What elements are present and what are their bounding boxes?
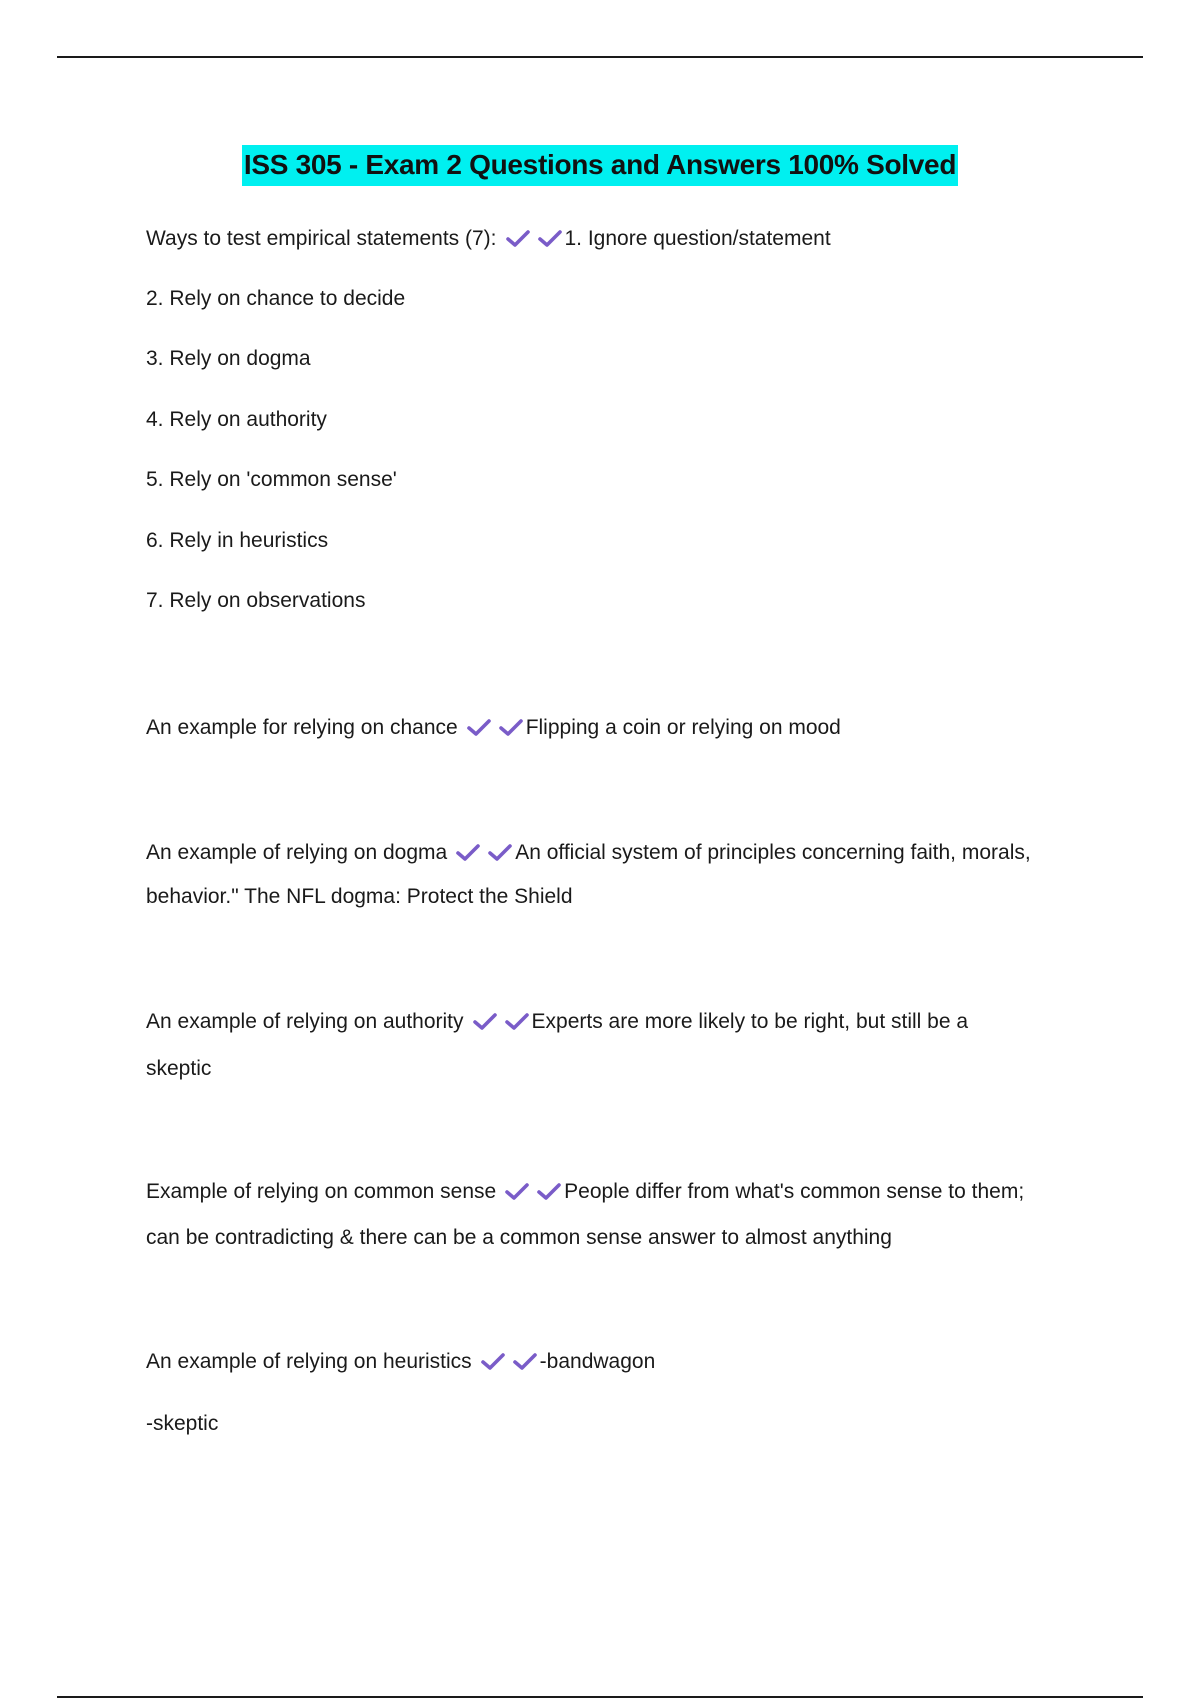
answer-line: skeptic <box>146 1057 212 1080</box>
checkmark-icon <box>480 1351 506 1371</box>
double-checkmark-icon <box>497 225 565 253</box>
checkmark-icon <box>487 842 513 862</box>
checkmark-icon <box>498 717 524 737</box>
answer-line: 6. Rely in heuristics <box>146 529 329 552</box>
top-rule <box>57 56 1143 58</box>
checkmark-icon <box>455 842 481 862</box>
answer-line: -skeptic <box>146 1412 219 1435</box>
qa-item-1-question-line <box>146 225 1106 253</box>
answer-line: 4. Rely on authority <box>146 408 327 431</box>
title-container <box>0 145 1200 186</box>
answer-line: 5. Rely on 'common sense' <box>146 468 397 491</box>
answer-text: An official system of principles concerning faith, morals, <box>515 841 1031 864</box>
checkmark-icon <box>472 1011 498 1031</box>
double-checkmark-icon <box>464 1008 532 1036</box>
double-checkmark-icon <box>458 714 526 742</box>
question-text: Ways to test empirical statements (7): <box>146 227 497 250</box>
question-text: An example of relying on authority <box>146 1010 464 1033</box>
qa-item-6-question-line <box>146 1348 1106 1376</box>
checkmark-icon <box>504 1181 530 1201</box>
checkmark-icon <box>537 228 563 248</box>
answer-line: 2. Rely on chance to decide <box>146 287 406 310</box>
checkmark-icon <box>505 228 531 248</box>
checkmark-icon <box>512 1351 538 1371</box>
bottom-rule <box>57 1696 1143 1698</box>
double-checkmark-icon <box>472 1348 540 1376</box>
answer-text: 1. Ignore question/statement <box>564 227 831 250</box>
answer-text: Experts are more likely to be right, but still be a <box>531 1010 969 1033</box>
checkmark-icon <box>536 1181 562 1201</box>
checkmark-icon <box>466 717 492 737</box>
answer-line: can be contradicting & there can be a common sense answer to almost anything <box>146 1226 892 1249</box>
question-text: An example of relying on dogma <box>146 841 448 864</box>
answer-text: -bandwagon <box>539 1350 656 1373</box>
qa-item-3-question-line <box>146 839 1106 867</box>
question-text: Example of relying on common sense <box>146 1180 497 1203</box>
answer-line: 7. Rely on observations <box>146 589 366 612</box>
question-text: An example for relying on chance <box>146 716 458 739</box>
question-text: An example of relying on heuristics <box>146 1350 472 1373</box>
answer-line: 3. Rely on dogma <box>146 347 311 370</box>
double-checkmark-icon <box>447 839 515 867</box>
qa-item-4-question-line <box>146 1008 1106 1036</box>
answer-text: People differ from what's common sense to them; <box>564 1180 1025 1203</box>
checkmark-icon <box>504 1011 530 1031</box>
answer-line: behavior." The NFL dogma: Protect the Shield <box>146 885 573 908</box>
answer-text: Flipping a coin or relying on mood <box>525 716 841 739</box>
document-title: ISS 305 - Exam 2 Questions and Answers 100% Solved <box>242 145 958 186</box>
qa-item-5-question-line <box>146 1178 1106 1206</box>
qa-item-2-question-line <box>146 714 1106 742</box>
double-checkmark-icon <box>496 1178 564 1206</box>
